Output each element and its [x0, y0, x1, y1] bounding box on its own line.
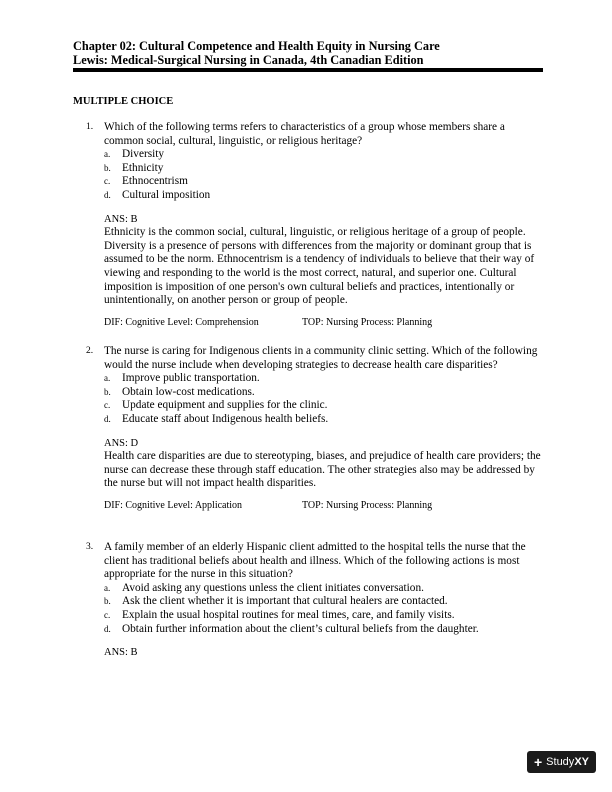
choice-list — [104, 582, 546, 636]
badge-brand-suffix: XY — [574, 756, 589, 768]
rationale: Ethnicity is the common social, cultural, linguistic, or religious heritage of a group of people. Diversity is a presence of persons with differences from the majority or dominant group that is assumed to be the norm. Ethnocentrism is a tendency of individuals to believe that their way of viewing and responding to the world is the most correct, natural, and superior one. Cultural imposition is imposition of one person's own cultural beliefs and practices, intentionally or unintentionally, on another person or group of people. — [104, 226, 535, 307]
topic: TOP: Nursing Process: Planning — [302, 316, 433, 328]
question-2 — [86, 345, 546, 513]
choice-letter: d. — [104, 413, 111, 424]
choice-a — [104, 148, 546, 162]
choice-letter: a. — [104, 582, 111, 593]
choice-text: Improve public transportation. — [122, 372, 260, 385]
plus-icon: + — [533, 754, 543, 770]
difficulty-level: DIF: Cognitive Level: Comprehension — [104, 316, 259, 328]
rationale: Health care disparities are due to stereotyping, biases, and prejudice of health care providers; the nurse can decrease these through staff education. The other strategies also may be addressed by the nurse but will not impact health disparities. — [104, 450, 541, 490]
choice-list — [104, 148, 546, 202]
choice-letter: b. — [104, 596, 111, 607]
difficulty-level: DIF: Cognitive Level: Application — [104, 499, 243, 511]
choice-text: Educate staff about Indigenous health beliefs. — [122, 412, 329, 425]
choice-d — [104, 413, 546, 427]
choice-text: Diversity — [122, 148, 165, 161]
question-3 — [86, 541, 546, 660]
choice-text: Cultural imposition — [122, 188, 211, 201]
choice-letter: b. — [104, 386, 111, 397]
choice-c — [104, 609, 546, 623]
answer-key: ANS: D — [104, 437, 139, 449]
choice-text: Ask the client whether it is important that cultural healers are contacted. — [122, 595, 448, 608]
choice-b — [104, 595, 546, 609]
choice-text: Update equipment and supplies for the clinic. — [122, 399, 328, 412]
answer-key: ANS: B — [104, 213, 138, 225]
choice-b — [104, 162, 546, 176]
badge-brand — [546, 756, 589, 768]
choice-letter: c. — [104, 400, 111, 411]
choice-list — [104, 372, 546, 426]
choice-letter: d. — [104, 623, 111, 634]
choice-text: Obtain further information about the client’s cultural beliefs from the daughter. — [122, 622, 479, 635]
choice-text: Avoid asking any questions unless the client initiates conversation. — [122, 581, 424, 594]
choice-b — [104, 386, 546, 400]
question-meta — [104, 499, 546, 513]
chapter-title: Chapter 02: Cultural Competence and Health Equity in Nursing Care — [73, 39, 440, 53]
book-title: Lewis: Medical-Surgical Nursing in Canada, 4th Canadian Edition — [73, 53, 424, 67]
choice-text: Ethnicity — [122, 161, 164, 174]
badge-brand-prefix: Study — [546, 756, 575, 768]
answer-key: ANS: B — [104, 647, 138, 659]
choice-text: Ethnocentrism — [122, 175, 188, 188]
document-header — [73, 39, 543, 67]
header-rule — [73, 68, 543, 72]
choice-letter: c. — [104, 609, 111, 620]
choice-letter: c. — [104, 176, 111, 187]
topic: TOP: Nursing Process: Planning — [302, 499, 433, 511]
question-1 — [86, 121, 546, 329]
question-text: The nurse is caring for Indigenous clients in a community clinic setting. Which of the following would the nurse include when developing strategies to decrease health care disparities? — [104, 345, 538, 371]
question-number: 3. — [86, 542, 94, 552]
choice-letter: a. — [104, 373, 111, 384]
choice-d — [104, 189, 546, 203]
choice-text: Explain the usual hospital routines for meal times, care, and family visits. — [122, 608, 455, 621]
choice-letter: d. — [104, 189, 111, 200]
choice-letter: b. — [104, 162, 111, 173]
studyxy-badge[interactable] — [527, 751, 596, 773]
choice-c — [104, 399, 546, 413]
question-number: 1. — [86, 122, 94, 132]
section-title: MULTIPLE CHOICE — [73, 96, 174, 107]
choice-a — [104, 582, 546, 596]
question-text: Which of the following terms refers to characteristics of a group whose members share a common social, cultural, linguistic, or religious heritage? — [104, 121, 505, 147]
choice-c — [104, 175, 546, 189]
choice-a — [104, 372, 546, 386]
choice-text: Obtain low-cost medications. — [122, 385, 255, 398]
question-meta — [104, 316, 546, 330]
question-text: A family member of an elderly Hispanic client admitted to the hospital tells the nurse that the client has traditional beliefs about health and illness. Which of the following actions is most appropriate for the nurse in this situation? — [104, 541, 526, 581]
choice-d — [104, 623, 546, 637]
question-number: 2. — [86, 346, 94, 356]
choice-letter: a. — [104, 149, 111, 160]
